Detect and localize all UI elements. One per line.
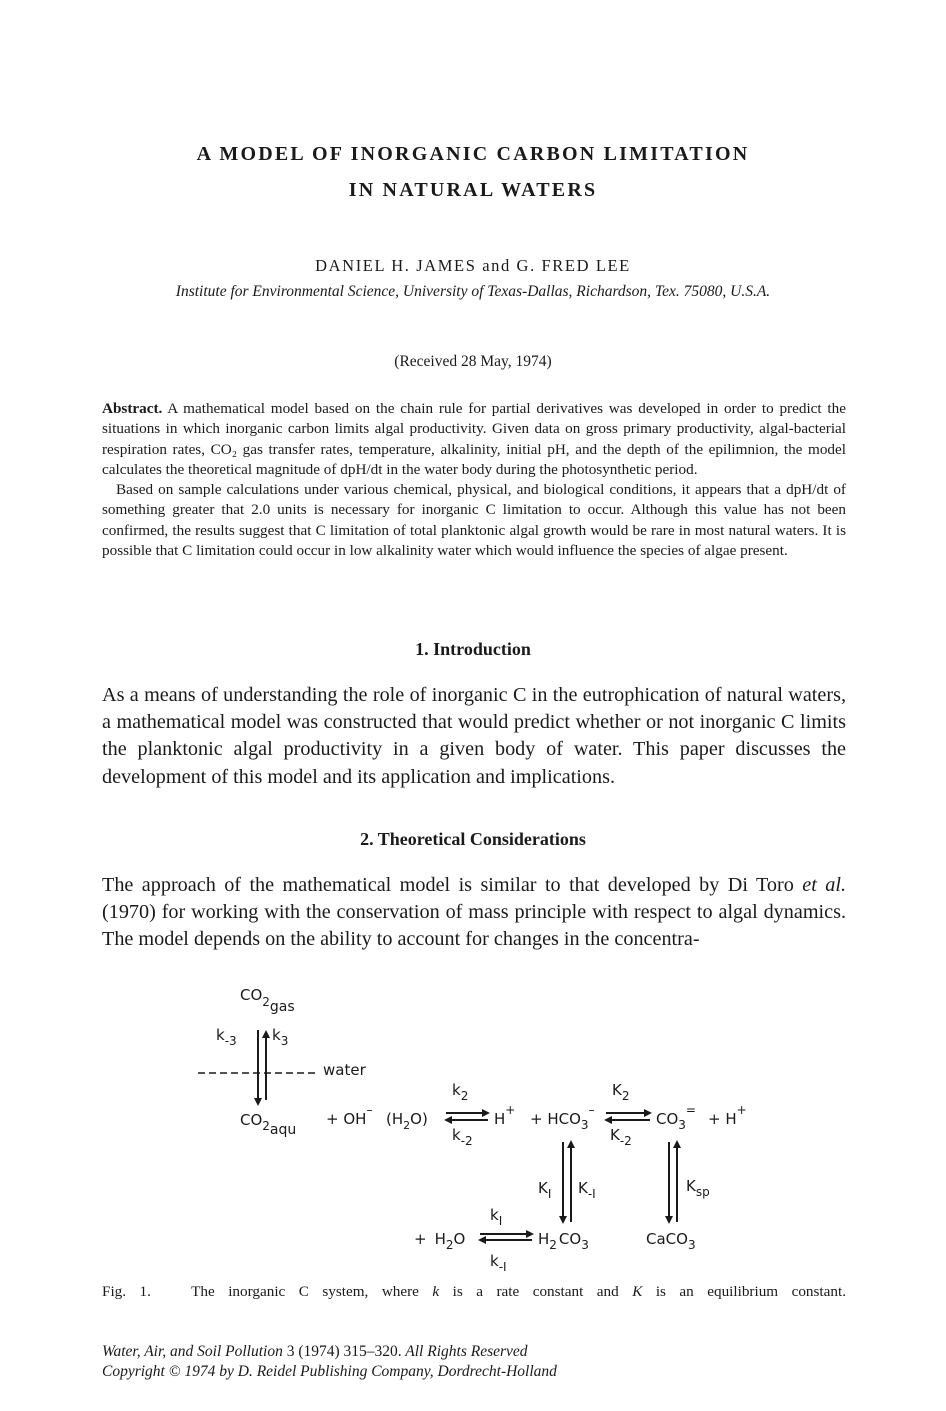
svg-text:H2CO3: $H_2$ $CO_3$ (538, 1230, 589, 1252)
received-date: (Received 28 May, 1974) (394, 353, 552, 370)
svg-text:CO2gas: $CO_2gas$ (240, 986, 295, 1015)
hydroxide-term (326, 1103, 372, 1128)
bicarbonate-term (530, 1103, 595, 1132)
water-paren-term (386, 1110, 428, 1132)
const-K-minus2 (610, 1126, 632, 1148)
abstract-paragraph-1 (102, 399, 846, 480)
figure-caption: Fig. 1. The inorganic C system, where k is a rate constant and K is an equilibrium constant. (102, 1283, 846, 1300)
svg-text:(H2O): $(H_2O)$ (386, 1110, 428, 1132)
water-term (414, 1230, 465, 1252)
section-heading-introduction: 1. Introduction (415, 639, 531, 659)
institution: Institute for Environmental Science, University of Texas-Dallas, Richardson, Tex. 75080, U.S.A. (175, 283, 771, 300)
section-heading-theory: 2. Theoretical Considerations (360, 829, 586, 849)
footer-journal: Water, Air, and Soil Pollution 3 (1974) 315–320. All Rights Reserved (102, 1343, 528, 1360)
figure-label: Fig. 1. (102, 1283, 151, 1300)
theory-etal: et al. (802, 874, 846, 896)
carbonate-term (656, 1103, 696, 1132)
svg-text:k-I: $k_{-I}$ (490, 1252, 507, 1274)
const-K1 (538, 1179, 551, 1201)
title-line-2: IN NATURAL WATERS (348, 179, 598, 201)
co2-gas-label (240, 986, 295, 1015)
const-K-minus1 (578, 1179, 596, 1201)
svg-text:Ksp: $K_{sp}$ (686, 1177, 710, 1199)
hydrogen-ion-1 (494, 1103, 515, 1128)
svg-text:+ OH–: + OH– (326, 1103, 373, 1128)
svg-text:K-2: $K_{-2}$ (610, 1126, 632, 1148)
svg-text:k-2: $k_{-2}$ (452, 1126, 473, 1148)
abstract-label: Abstract. (102, 400, 163, 417)
svg-text:K2: $K_2$ (612, 1081, 630, 1103)
theory-paragraph (102, 872, 846, 954)
abstract-text-1: A mathematical model based on the chain rule for partial derivatives was developed in order to predict the situations in which inorganic carbon limits algal productivity. Given data on gross primary productivity, algal-bacterial respiration rates, CO₂ gas transfer rates, temperature, alkalinity, initial pH, and the depth of the epilimnion, the model calculates the theoretical magnitude of dpH/dt in the water body during the photosynthetic period. (102, 400, 846, 478)
rate-k1 (490, 1206, 502, 1228)
const-Ksp (686, 1177, 710, 1199)
rate-k2 (452, 1081, 468, 1103)
abstract-paragraph-2: Based on sample calculations under various chemical, physical, and biological conditions, it appears that a dpH/dt of something greater that 2.0 units is necessary for inorganic C limitation to occur. Although this value has not been confirmed, the results suggest that C limitation of total planktonic algal growth would be rare in most natural waters. It is possible that C limitation could occur in low alkalinity water which would influence the species of algae present. (102, 481, 846, 560)
svg-text:+ HCO3–: + $HCO_3^-$ (530, 1103, 595, 1132)
svg-text:K-I: $K_{-I}$ (578, 1179, 596, 1201)
inorganic-carbon-diagram (180, 975, 780, 1275)
footer-copyright: Copyright © 1974 by D. Reidel Publishing Company, Dordrecht-Holland (102, 1363, 557, 1380)
svg-text:CO3=: $CO_3^=$ (656, 1103, 696, 1132)
svg-text:k2: $k_2$ (452, 1081, 469, 1103)
const-K2 (612, 1081, 629, 1103)
authors: DANIEL H. JAMES and G. FRED LEE (315, 256, 631, 275)
water-label: water (323, 1061, 366, 1079)
svg-text:+ H+: + H+ (708, 1103, 747, 1128)
svg-text:CaCO3: CaCO$_3$ (646, 1230, 696, 1252)
calcium-carbonate-term (646, 1230, 696, 1252)
introduction-paragraph: As a means of understanding the role of inorganic C in the eutrophication of natural waters, a mathematical model was constructed that would predict whether or not inorganic C limits the planktonic algal productivity in a given body of water. This paper discusses the development of this model and its application and implications. (102, 684, 846, 788)
title-line-1: A MODEL OF INORGANIC CARBON LIMITATION (196, 143, 750, 165)
abstract (102, 399, 846, 561)
rate-k-minus3 (216, 1026, 237, 1048)
svg-text:k-3: $k_{-3}$ (216, 1026, 237, 1048)
rate-k3 (272, 1026, 288, 1048)
theory-text-a: The approach of the mathematical model is similar to that developed by Di Toro (102, 874, 803, 896)
rate-k-minus1 (490, 1252, 507, 1274)
theory-text-b: (1970) for working with the conservation of mass principle with respect to algal dynamics. The model depends on the ability to account for changes in the concentra- (102, 901, 846, 951)
svg-text:CO2aqu: $CO_2aqu$ (240, 1111, 297, 1138)
co2-aqu-label (240, 1111, 296, 1138)
svg-text:kI: $k_I$ (490, 1206, 503, 1228)
svg-text:k3: $k_3$ (272, 1026, 289, 1048)
carbonic-acid-term (538, 1230, 589, 1252)
svg-text:KI: $K_I$ (538, 1179, 552, 1201)
svg-text:H+: H+ (494, 1103, 516, 1128)
svg-text:+H2O: + $H_2O$ (414, 1230, 466, 1252)
rate-k-minus2 (452, 1126, 473, 1148)
hydrogen-ion-2 (708, 1103, 747, 1128)
